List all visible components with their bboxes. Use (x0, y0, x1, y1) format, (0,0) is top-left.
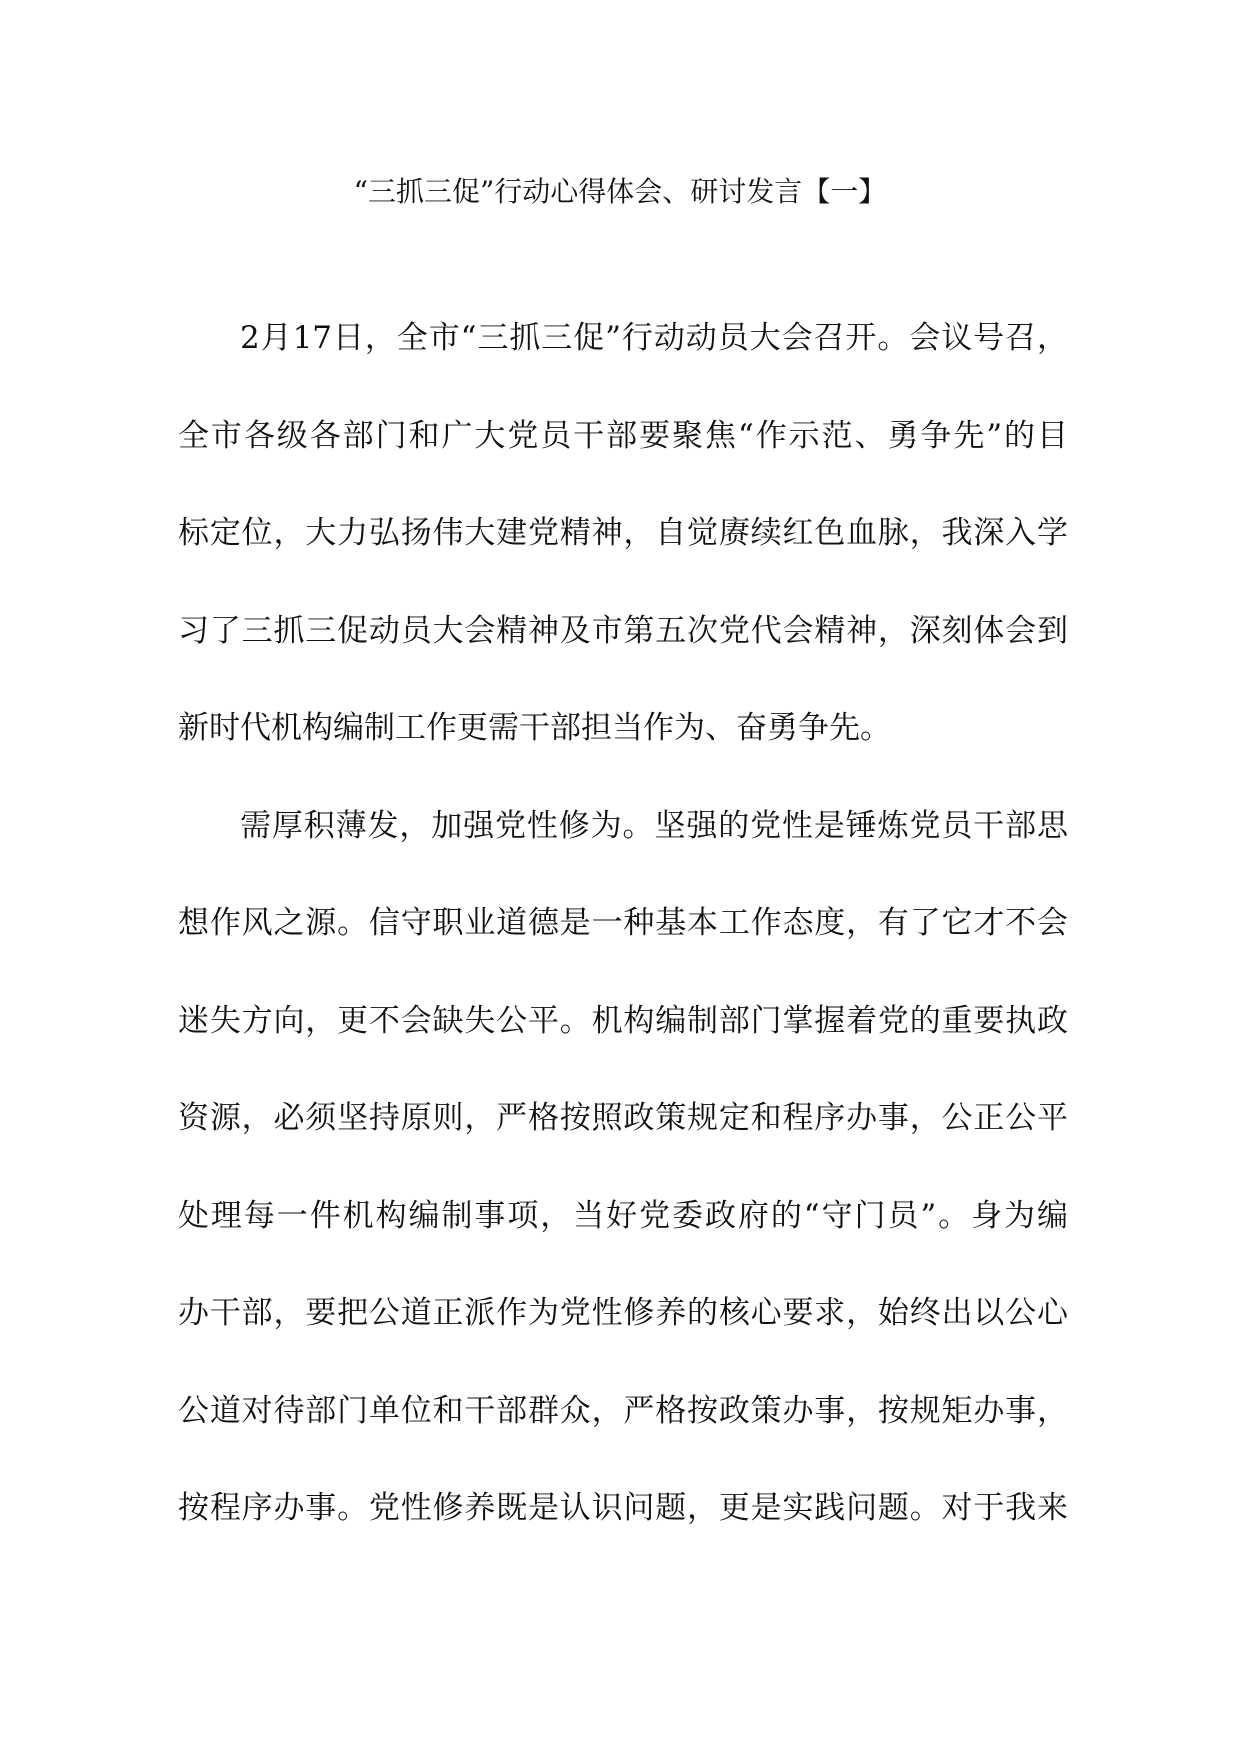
paragraph-2-line-2: 想作风之源。信守职业道德是一种基本工作态度，有了它才不会 (178, 905, 1068, 941)
paragraph-2-line-7: 公道对待部门单位和干部群众，严格按政策办事，按规矩办事， (178, 1392, 1068, 1429)
document-body (178, 320, 1068, 1588)
paragraph-2-line-6: 办干部，要把公道正派作为党性修养的核心要求，始终出以公心 (178, 1295, 1068, 1331)
paragraph-2-line-3: 迷失方向，更不会缺失公平。机构编制部门掌握着党的重要执政 (178, 1002, 1068, 1039)
document-title: “三抓三促”行动心得体会、研讨发言【一】 (353, 175, 887, 208)
paragraph-2-line-4: 资源，必须坚持原则，严格按照政策规定和程序办事，公正公平 (178, 1100, 1068, 1136)
paragraph-1-line-4: 习了三抓三促动员大会精神及市第五次党代会精神，深刻体会到 (178, 612, 1068, 649)
paragraph-2-line-1: 需厚积薄发，加强党性修为。坚强的党性是锤炼党员干部思 (240, 807, 1068, 844)
paragraph-1-line-5: 新时代机构编制工作更需干部担当作为、奋勇争先。 (178, 710, 891, 746)
paragraph-1-line-1: 2月17日，全市“三抓三促”行动动员大会召开。会议号召， (240, 320, 1068, 356)
paragraph-2-line-5: 处理每一件机构编制事项，当好党委政府的“守门员”。身为编 (178, 1197, 1068, 1234)
paragraph-1-line-3: 标定位，大力弘扬伟大建党精神，自觉赓续红色血脉，我深入学 (178, 515, 1068, 551)
paragraph-1-line-2: 全市各级各部门和广大党员干部要聚焦“作示范、勇争先”的目 (178, 417, 1068, 454)
paragraph-2-line-8: 按程序办事。党性修养既是认识问题，更是实践问题。对于我来 (178, 1490, 1068, 1526)
